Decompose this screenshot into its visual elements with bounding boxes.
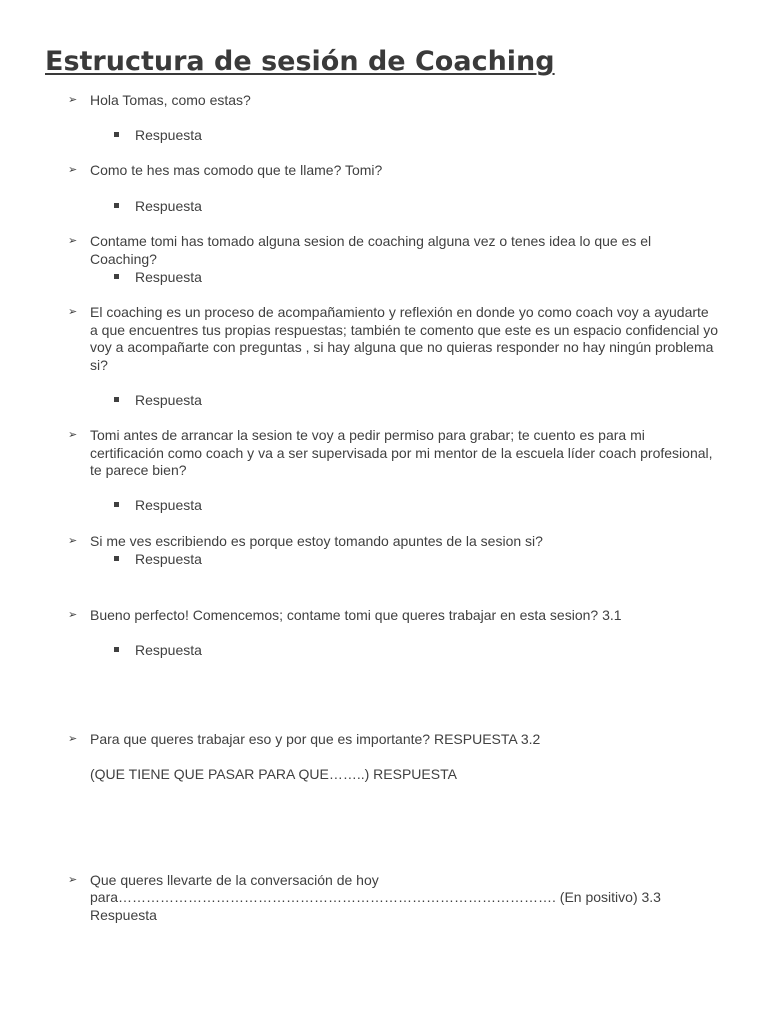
answer-label: Respuesta: [135, 269, 202, 285]
question-text: Bueno perfecto! Comencemos; contame tomi que queres trabajar en esta sesion? 3.1: [90, 607, 622, 623]
question-item: [68, 607, 720, 625]
document-title: Estructura de sesión de Coaching: [45, 46, 555, 77]
question-item: [68, 162, 720, 180]
question-item: [68, 533, 720, 551]
arrow-bullet-icon: ➢: [68, 733, 78, 745]
question-item: [68, 731, 720, 749]
answer-label: Respuesta: [135, 551, 202, 567]
question-text: Si me ves escribiendo es porque estoy tomando apuntes de la sesion si?: [90, 533, 543, 549]
question-text: Tomi antes de arrancar la sesion te voy a pedir permiso para grabar; te cuento es para mi certificación como coach y va a ser supervisada por mi mentor de la escuela líder coach profesional, te parece bien?: [90, 427, 713, 478]
arrow-bullet-icon: ➢: [68, 429, 78, 441]
question-text: Como te hes mas comodo que te llame? Tomi?: [90, 162, 383, 178]
followup-text: (QUE TIENE QUE PASAR PARA QUE……..) RESPUESTA: [90, 766, 457, 782]
arrow-bullet-icon: ➢: [68, 609, 78, 621]
arrow-bullet-icon: ➢: [68, 164, 78, 176]
question-text: Que queres llevarte de la conversación de hoy: [90, 872, 379, 888]
square-bullet-icon: [114, 203, 119, 208]
answer-item: [114, 642, 202, 660]
question-item: [68, 233, 720, 268]
square-bullet-icon: [114, 274, 119, 279]
square-bullet-icon: [114, 502, 119, 507]
answer-label: Respuesta: [135, 127, 202, 143]
answer-item: [114, 551, 202, 569]
answer-label: Respuesta: [135, 497, 202, 513]
answer-item: [114, 269, 202, 287]
answer-item: [114, 127, 202, 145]
question-item: [68, 427, 720, 480]
arrow-bullet-icon: ➢: [68, 235, 78, 247]
square-bullet-icon: [114, 647, 119, 652]
answer-label: Respuesta: [135, 198, 202, 214]
arrow-bullet-icon: ➢: [68, 94, 78, 106]
answer-label: Respuesta: [135, 642, 202, 658]
answer-item: [114, 198, 202, 216]
square-bullet-icon: [114, 397, 119, 402]
square-bullet-icon: [114, 132, 119, 137]
question-text: Contame tomi has tomado alguna sesion de coaching alguna vez o tenes idea lo que es el Coaching?: [90, 233, 652, 267]
question-continuation: para…………………………………………………………………………………. (En positivo) 3.3: [90, 889, 661, 905]
arrow-bullet-icon: ➢: [68, 306, 78, 318]
arrow-bullet-icon: ➢: [68, 535, 78, 547]
answer-item: [114, 392, 202, 410]
square-bullet-icon: [114, 556, 119, 561]
answer-label: Respuesta: [90, 907, 157, 923]
answer-item: [114, 497, 202, 515]
question-text: Para que queres trabajar eso y por que es importante? RESPUESTA 3.2: [90, 731, 541, 747]
answer-label: Respuesta: [135, 392, 202, 408]
question-text: El coaching es un proceso de acompañamiento y reflexión en donde yo como coach voy a ayudarte a que encuentres tus propias respuestas; también te comento que este es un espacio confidencial yo voy a acompañarte con preguntas , si hay alguna que no quieras responder no hay ningún problema si?: [90, 304, 719, 373]
arrow-bullet-icon: ➢: [68, 874, 78, 886]
question-item: [68, 92, 720, 110]
question-text: Hola Tomas, como estas?: [90, 92, 251, 108]
question-item: [68, 304, 720, 374]
question-item: [68, 872, 720, 890]
